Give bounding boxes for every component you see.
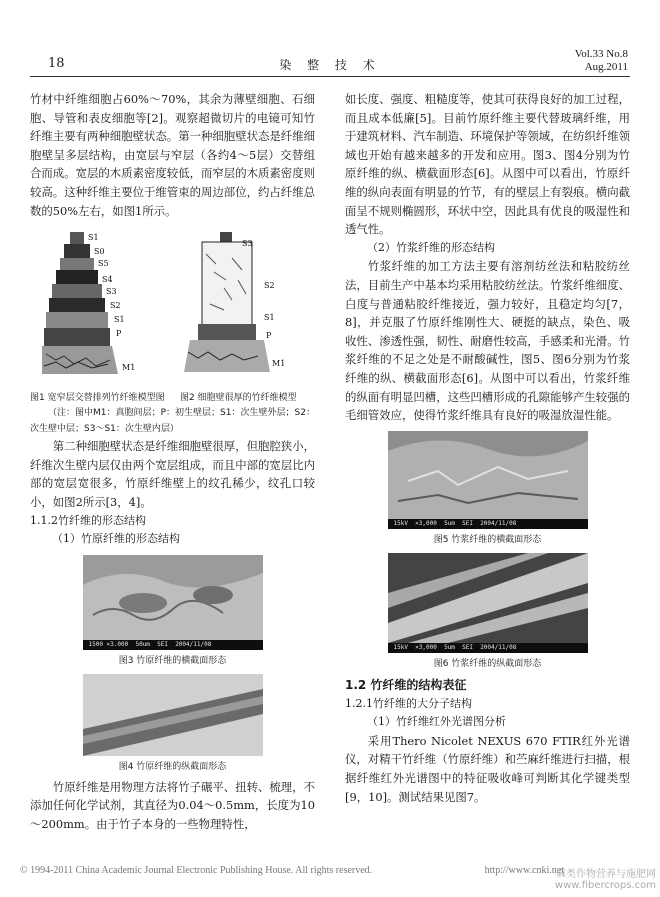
paragraph: 竹材中纤维细胞占60%～70%，其余为薄壁细胞、石细胞、导管和表皮细胞等[2]。观察超微切片的电镜可知竹纤维主要有两种细胞壁状态。第一种细胞壁状态是纤维细胞壁呈多层结构，由宽层与窄层（各约4～5层）交替组合而成。宽层的木质素密度较低，而窄层的木质素密度则较高。这种纤维主要位于维管束的周边部位，约占纤维总数的50%左右，如图1所示。	[30, 92, 315, 218]
figure-1-2-row	[30, 224, 315, 389]
page-header	[30, 26, 630, 77]
paragraph: 如长度、强度、粗糙度等，使其可获得良好的加工过程，而且成本低廉[5]。目前竹原纤维主要代替玻璃纤维，用于建筑材料、汽车制造、环境保护等领域，在纺织纤维领域也开始有越来越多的开发和应用。图3、图4分别为竹原纤维的纵、横截面形态[6]。从图中可以看出，竹原纤维的纵向表面有明显的竹节，有的壁层上有裂痕。横向截面呈不规则椭圆形，环状中空，因此具有优良的吸湿性和透气性。	[345, 92, 630, 237]
section-heading-1-1-2: 1.1.2竹纤维的形态结构	[30, 513, 146, 527]
fig2-layer-label: S3	[242, 239, 253, 249]
watermark	[555, 869, 656, 891]
right-column	[345, 90, 630, 806]
subsection-heading: （1）竹纤维红外光谱图分析	[367, 715, 506, 729]
page-number: 18	[48, 56, 65, 71]
cnki-link[interactable]: http://www.cnki.net	[484, 865, 564, 876]
paragraph: 竹浆纤维的加工方法主要有溶剂纺丝法和粘胶纺丝法，目前生产中基本均采用粘胶纺丝法。竹浆纤维细度、白度与普通粘胶纤维接近，强力较好，且稳定均匀[7，8]，并克服了竹原纤维刚性大、硬挺的缺点，染色、吸收性、渗透性强，韧性、耐磨性较高，手感柔和光滑。竹浆纤维的不足之处是不耐酸碱性，图5、图6分别为竹浆纤维的纵、横截面形态[6]。从图中可以看出，竹浆纤维的纵面有明显凹槽，这些凹槽形成的孔隙能够产生较强的毛细管效应，使得竹浆纤维具有良好的吸湿放湿性能。	[345, 259, 630, 423]
journal-name: 染 整 技 术	[279, 58, 381, 72]
figure-5-caption: 图5 竹浆纤维的横截面形态	[433, 534, 542, 545]
micrograph-scale-bar: 15kV ×3,000 5um SEI 2004/11/08	[388, 643, 588, 653]
left-column	[30, 90, 315, 834]
figure-5-micrograph	[388, 431, 588, 529]
thick-wall-fiber-model-diagram	[180, 224, 310, 384]
figure-1-caption: 图1 宽窄层交替排列竹纤维模型图	[30, 393, 165, 404]
figure-4-micrograph	[83, 674, 263, 756]
micrograph-texture	[83, 555, 263, 640]
paragraph: 采用Thero Nicolet NEXUS 670 FTIR红外光谱仪，对精干竹纤维（竹原纤维）和苎麻纤维进行扫描，根据纤维红外光谱图中的特征吸收峰可判断其化学键类型[9，10]。测试结果见图7。	[345, 733, 630, 804]
paragraph: 第二种细胞壁状态是纤维细胞壁很厚，但胞腔狭小，纤维次生壁内层仅由两个宽层组成，而且中部的宽层比内部的宽层宽很多，竹原纤维壁上的纹孔稀少，纹孔口较小，如图2所示[3，4]。	[30, 439, 315, 509]
fig2-layer-label: P	[266, 331, 272, 341]
fig1-layer-label: S5	[98, 259, 109, 269]
figure-6-micrograph	[388, 553, 588, 653]
figure-1-2-captions	[30, 391, 315, 405]
section-heading-1-2: 1.2 竹纤维的结构表征	[345, 677, 467, 692]
paragraph: 竹原纤维是用物理方法将竹子碾平、扭转、梳理，不添加任何化学试剂，其直径为0.04～0.5mm，长度为10～200mm。由于竹子本身的一些物理特性，	[30, 779, 315, 831]
fig1-layer-label: S1	[88, 233, 99, 243]
watermark-url: www.fibercrops.com	[554, 880, 656, 891]
fig1-layer-label: S0	[94, 247, 105, 257]
micrograph-texture	[83, 674, 263, 756]
volume-number: Vol.33 No.8	[574, 48, 628, 60]
subsection-heading: （2）竹浆纤维的形态结构	[367, 240, 495, 254]
micrograph-texture	[388, 553, 588, 643]
fig2-layer-label: M1	[272, 359, 286, 369]
section-heading-1-2-1: 1.2.1竹纤维的大分子结构	[345, 696, 472, 710]
figure-note: （注：图中M1：真胞间层；P：初生壁层；S1：次生壁外层；S2：次生壁中层；S3～S1：次生壁内层）	[30, 408, 315, 435]
fig1-layer-label: S2	[110, 301, 121, 311]
micrograph-scale-bar: 15kV ×3,000 5um SEI 2004/11/08	[388, 519, 588, 529]
fig1-layer-label: S3	[106, 287, 117, 297]
figure-2-caption: 图2 细胞壁很厚的竹纤维模型	[180, 393, 297, 404]
fig1-layer-label: P	[116, 329, 122, 339]
fig2-layer-label: S1	[264, 313, 275, 323]
watermark-site-name: 麻类作物营养与施肥网	[556, 869, 656, 880]
copyright-notice: © 1994-2011 China Academic Journal Electronic Publishing House. All rights reserved.	[20, 865, 373, 876]
fiber-layer-model-diagram	[42, 224, 162, 384]
issue-date: Aug.2011	[584, 61, 628, 73]
fig1-layer-label: M1	[122, 363, 136, 373]
figure-3-micrograph	[83, 555, 263, 650]
figure-3-caption: 图3 竹原纤维的横截面形态	[118, 655, 227, 666]
figure-6-caption: 图6 竹浆纤维的纵截面形态	[433, 658, 542, 669]
fig1-layer-label: S4	[102, 275, 113, 285]
micrograph-scale-bar: 1500 ×3.000 50um SEI 2004/11/08	[83, 640, 263, 650]
fig2-layer-label: S2	[264, 281, 275, 291]
micrograph-texture	[388, 431, 588, 519]
subsection-heading: （1）竹原纤维的形态结构	[52, 532, 180, 546]
volume-info	[575, 48, 628, 74]
figure-4-caption: 图4 竹原纤维的纵截面形态	[118, 761, 227, 772]
fig1-layer-label: S1	[114, 315, 125, 325]
